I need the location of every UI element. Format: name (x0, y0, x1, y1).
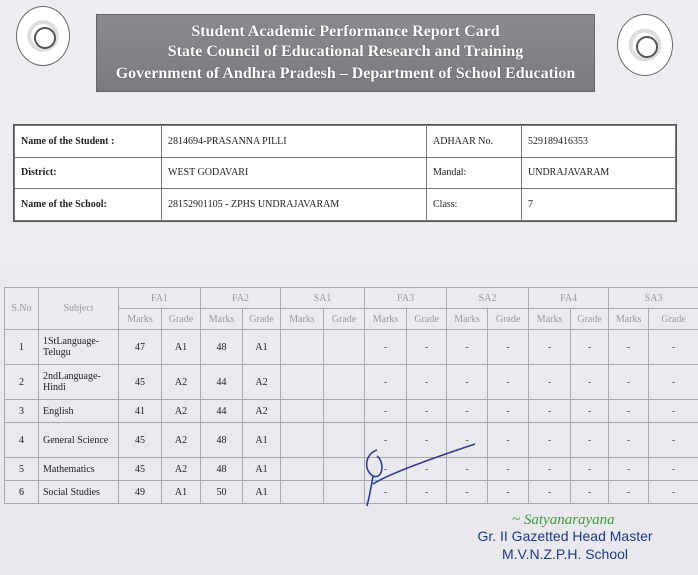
cell-pending: - (529, 481, 571, 504)
cell-fa2-grade: A1 (243, 330, 281, 365)
cell-pending: - (488, 481, 529, 504)
cell-pending: - (365, 423, 407, 458)
cell-fa2-grade: A1 (243, 423, 281, 458)
cell-pending: - (529, 365, 571, 400)
cell-pending: - (447, 481, 488, 504)
mandal-label: Mandal: (427, 157, 522, 189)
cell-pending (281, 481, 324, 504)
col-header-fa2: FA2 (201, 288, 281, 309)
marks-header: Marks (201, 309, 243, 330)
cell-pending: - (447, 458, 488, 481)
col-header-subject: Subject (39, 288, 119, 330)
class-label: Class: (427, 189, 522, 221)
cell-fa2-marks: 44 (201, 365, 243, 400)
grade-header: Grade (571, 309, 609, 330)
cell-pending: - (649, 481, 698, 504)
grade-header: Grade (243, 309, 281, 330)
cell-pending: - (407, 458, 447, 481)
header-government: Government of Andhra Pradesh – Department of School Education (115, 65, 576, 82)
cell-fa1-grade: A1 (162, 330, 201, 365)
marks-header: Marks (119, 309, 162, 330)
cell-pending: - (529, 400, 571, 423)
cell-fa2-grade: A2 (243, 400, 281, 423)
cell-pending: - (609, 400, 649, 423)
cell-fa1-marks: 49 (119, 481, 162, 504)
cell-pending: - (447, 365, 488, 400)
emblem-icon (636, 36, 658, 58)
cell-pending: - (488, 400, 529, 423)
cell-sno: 2 (5, 365, 39, 400)
cell-pending: - (529, 458, 571, 481)
cell-pending: - (488, 458, 529, 481)
col-header-sa2: SA2 (447, 288, 529, 309)
cell-pending: - (365, 458, 407, 481)
cell-pending: - (609, 481, 649, 504)
cell-pending (281, 400, 324, 423)
cell-fa1-marks: 45 (119, 423, 162, 458)
cell-pending: - (365, 481, 407, 504)
cell-pending: - (407, 423, 447, 458)
grade-header: Grade (649, 309, 698, 330)
marks-header: Marks (609, 309, 649, 330)
cell-pending: - (571, 481, 609, 504)
col-header-sa3: SA3 (609, 288, 698, 309)
student-info-table (14, 125, 676, 221)
cell-pending: - (649, 458, 698, 481)
col-header-sa1: SA1 (281, 288, 365, 309)
cell-pending: - (529, 330, 571, 365)
cell-pending: - (571, 330, 609, 365)
marks-header: Marks (365, 309, 407, 330)
grade-row (5, 481, 698, 504)
handwritten-scribble (355, 436, 495, 512)
district-value: WEST GODAVARI (162, 157, 427, 189)
header-title: Student Academic Performance Report Card (191, 23, 500, 40)
student-info-box (13, 124, 677, 222)
grade-row (5, 330, 698, 365)
grade-header: Grade (407, 309, 447, 330)
col-header-fa3: FA3 (365, 288, 447, 309)
cell-sno: 1 (5, 330, 39, 365)
col-header-fa1: FA1 (119, 288, 201, 309)
cell-pending: - (649, 330, 698, 365)
grade-header: Grade (162, 309, 201, 330)
cell-pending: - (488, 330, 529, 365)
report-header-banner (96, 14, 595, 92)
cell-pending: - (571, 400, 609, 423)
grade-row (5, 365, 698, 400)
cell-fa2-grade: A1 (243, 481, 281, 504)
cell-pending: - (571, 458, 609, 481)
cell-pending: - (488, 365, 529, 400)
cell-pending: - (609, 458, 649, 481)
cell-fa2-grade: A2 (243, 365, 281, 400)
student-name-label: Name of the Student : (15, 126, 162, 158)
cell-pending: - (529, 423, 571, 458)
cell-fa1-marks: 47 (119, 330, 162, 365)
cell-fa2-marks: 50 (201, 481, 243, 504)
cell-pending: - (649, 423, 698, 458)
grade-header: Grade (488, 309, 529, 330)
cell-fa1-grade: A2 (162, 365, 201, 400)
cell-pending: - (365, 365, 407, 400)
cell-pending: - (649, 400, 698, 423)
grades-table-wrap (4, 287, 698, 525)
school-label: Name of the School: (15, 189, 162, 221)
grade-row (5, 400, 698, 423)
cell-subject: English (39, 400, 119, 423)
aadhaar-label: ADHAAR No. (427, 126, 522, 158)
cell-pending (324, 365, 365, 400)
cell-pending: - (407, 400, 447, 423)
student-name-value: 2814694-PRASANNA PILLI (162, 126, 427, 158)
marks-header: Marks (529, 309, 571, 330)
left-emblem-seal (16, 6, 70, 66)
cell-pending: - (571, 365, 609, 400)
right-emblem-seal (617, 14, 673, 76)
cell-pending: - (365, 400, 407, 423)
cell-sno: 3 (5, 400, 39, 423)
cell-fa1-grade: A2 (162, 423, 201, 458)
cell-pending: - (407, 365, 447, 400)
cell-subject: Social Studies (39, 481, 119, 504)
cell-sno: 4 (5, 423, 39, 458)
grade-row (5, 458, 698, 481)
cell-subject: Mathematics (39, 458, 119, 481)
emblem-icon (34, 27, 56, 49)
cell-pending: - (365, 330, 407, 365)
cell-pending: - (447, 400, 488, 423)
cell-pending: - (609, 365, 649, 400)
cell-pending: - (447, 330, 488, 365)
district-label: District: (15, 157, 162, 189)
cell-pending: - (609, 423, 649, 458)
col-header-sno: S.No (5, 288, 39, 330)
cell-pending: - (447, 423, 488, 458)
cell-pending: - (407, 481, 447, 504)
cell-subject: 1StLanguage-Telugu (39, 330, 119, 365)
mandal-value: UNDRAJAVARAM (522, 157, 676, 189)
cell-subject: 2ndLanguage-Hindi (39, 365, 119, 400)
grade-header: Grade (324, 309, 365, 330)
cell-pending (281, 330, 324, 365)
cell-fa2-marks: 48 (201, 458, 243, 481)
cell-fa1-grade: A2 (162, 400, 201, 423)
cell-sno: 5 (5, 458, 39, 481)
cell-pending (324, 330, 365, 365)
cell-subject: General Science (39, 423, 119, 458)
cell-pending (281, 365, 324, 400)
cell-pending: - (649, 365, 698, 400)
cell-fa1-marks: 41 (119, 400, 162, 423)
cell-pending (281, 458, 324, 481)
cell-fa2-marks: 44 (201, 400, 243, 423)
grade-row (5, 423, 698, 458)
grades-body (5, 330, 698, 504)
cell-fa1-marks: 45 (119, 458, 162, 481)
cell-fa1-marks: 45 (119, 365, 162, 400)
cell-pending: - (571, 423, 609, 458)
cell-pending: - (609, 330, 649, 365)
class-value: 7 (522, 189, 676, 221)
cell-sno: 6 (5, 481, 39, 504)
cell-fa2-marks: 48 (201, 330, 243, 365)
col-header-fa4: FA4 (529, 288, 609, 309)
cell-pending (324, 400, 365, 423)
cell-fa2-marks: 48 (201, 423, 243, 458)
cell-pending (281, 423, 324, 458)
headmaster-stamp (470, 528, 660, 562)
cell-pending: - (488, 423, 529, 458)
cell-fa2-grade: A1 (243, 458, 281, 481)
cell-fa1-grade: A1 (162, 481, 201, 504)
grades-table (4, 287, 698, 504)
cell-pending: - (407, 330, 447, 365)
marks-header: Marks (281, 309, 324, 330)
header-council: State Council of Educational Research and Training (167, 43, 524, 60)
aadhaar-value: 529189416353 (522, 126, 676, 158)
school-value: 28152901105 - ZPHS UNDRAJAVARAM (162, 189, 427, 221)
cell-fa1-grade: A2 (162, 458, 201, 481)
marks-header: Marks (447, 309, 488, 330)
stamp-school: M.V.N.Z.P.H. School (501, 546, 629, 562)
signature: ~ Satyanarayana (512, 512, 615, 528)
stamp-designation: Gr. II Gazetted Head Master (477, 528, 653, 544)
